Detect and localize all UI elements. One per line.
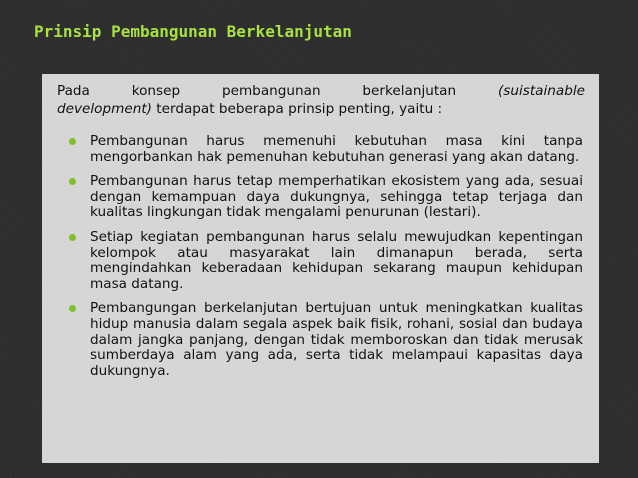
bullet-dot-icon [69,234,76,241]
intro-text-1: Pada konsep pembangunan berkelanjutan [57,83,498,99]
list-item-text: Pembangunan harus tetap memperhatikan ekosistem yang ada, sesuai dengan kemampuan daya dukungnya, sehingga tetap terjaga dan kualitas lingkungan tidak mengalami penurunan (lestari). [90,173,583,221]
list-item-text: Pembangunan harus memenuhi kebutuhan masa kini tanpa mengorbankan hak pemenuhan kebutuhan generasi yang akan datang. [90,133,583,165]
principles-list [42,134,599,388]
slide-title: Prinsip Pembangunan Berkelanjutan [34,22,352,41]
intro-line-1 [57,83,585,101]
intro-italic-2: development) [57,100,152,117]
bullet-dot-icon [69,138,76,145]
list-item-text: Pembangungan berkelanjutan bertujuan untuk meningkatkan kualitas hidup manusia dalam segala aspek baik fisik, rohani, sosial dan budaya dalam jangka panjang, dengan tidak memboroskan dan tidak merusak sumberdaya alam yang ada, serta tidak melampaui kapasitas daya dukungnya. [90,300,583,379]
list-item [42,230,599,292]
list-item [42,134,599,165]
intro-paragraph [57,83,585,118]
bullet-dot-icon [69,305,76,312]
list-item [42,174,599,221]
bullet-dot-icon [69,178,76,185]
intro-italic-1: (suistainable [497,83,585,99]
list-item-text: Setiap kegiatan pembangunan harus selalu mewujudkan kepentingan kelompok atau masyarakat lain dimanapun berada, serta mengindahkan keberadaan kehidupan sekarang maupun kehidupan masa datang. [90,228,583,292]
list-item [42,301,599,379]
content-box [42,74,599,463]
intro-text-2: terdapat beberapa prinsip penting, yaitu : [151,100,443,117]
